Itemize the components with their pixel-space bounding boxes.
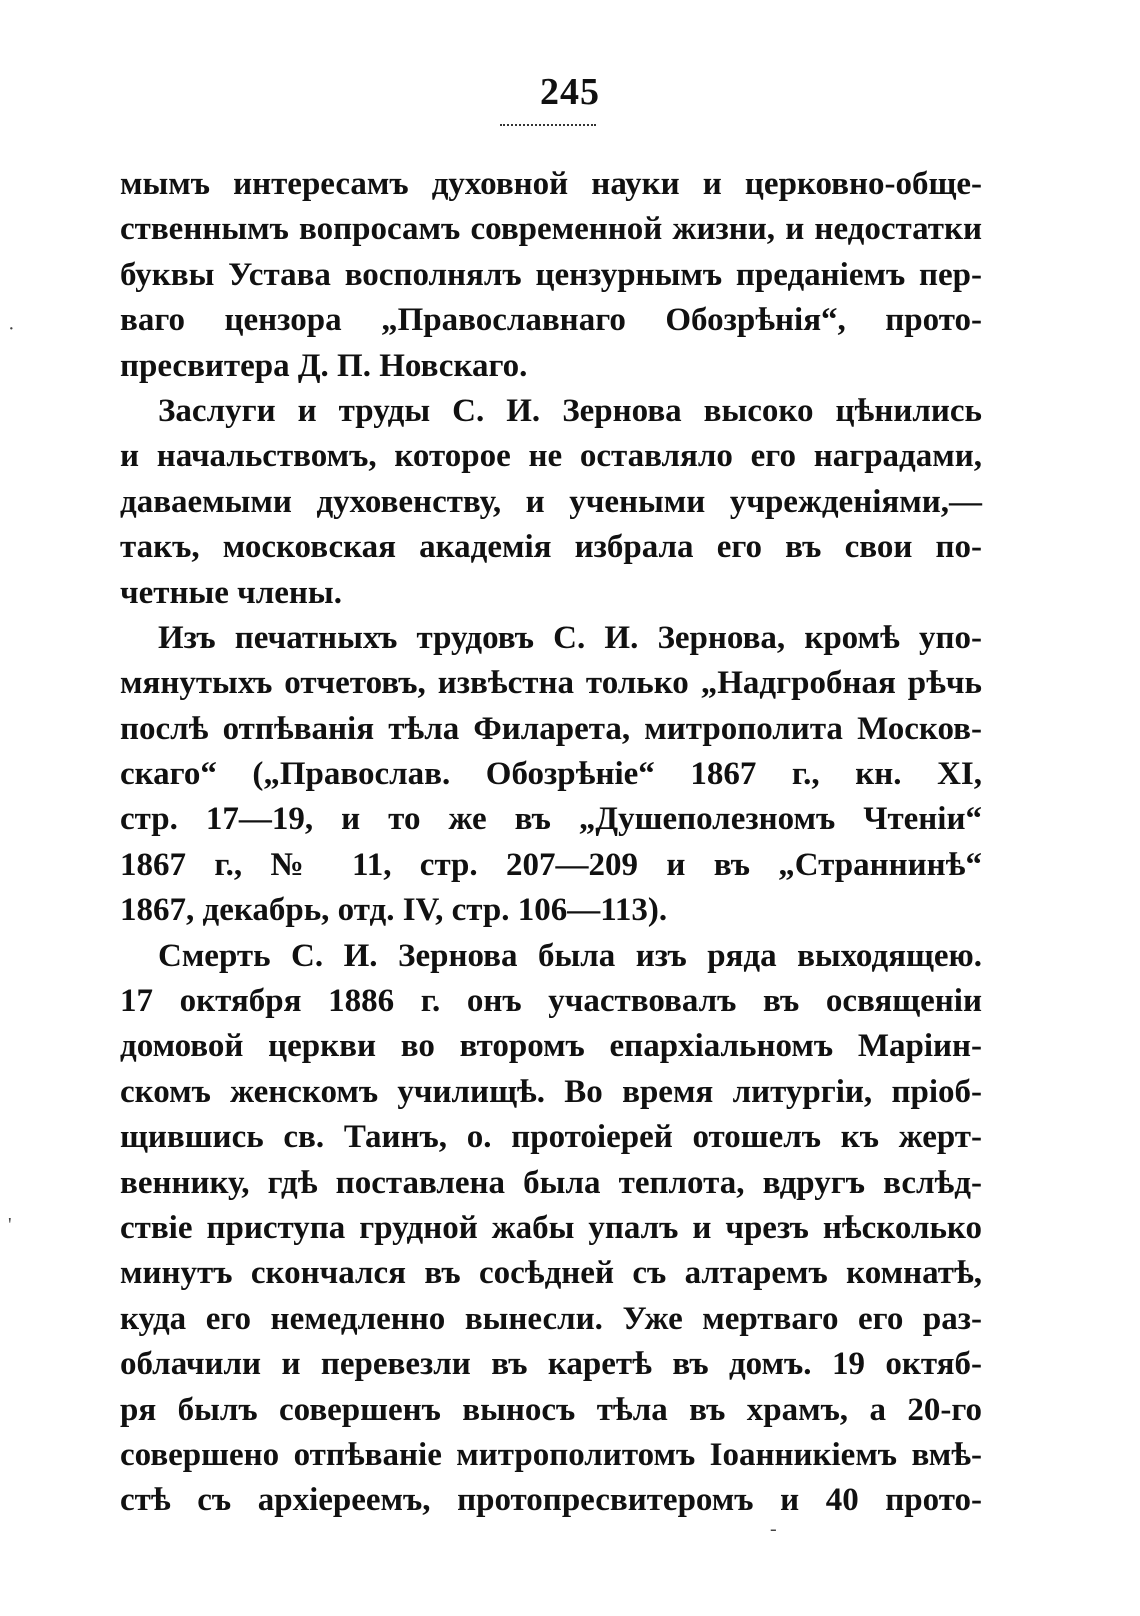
text-line: облачили и перевезли въ каретѣ въ домъ. 19 октяб- [120, 1346, 982, 1383]
text-line: минутъ скончался въ сосѣдней съ алтаремъ комнатѣ, [120, 1255, 982, 1292]
text-line: пресвитера Д. П. Новскаго. [120, 347, 528, 384]
text-line: мянутыхъ отчетовъ, извѣстна только „Надгробная рѣчь [120, 665, 982, 702]
text-line: Смерть С. И. Зернова была изъ ряда выходящею. [158, 937, 982, 974]
text-line: стѣ съ архіереемъ, протопресвитеромъ и 40 прото- [120, 1482, 982, 1519]
text-line: 1867, декабрь, отд. IV, стр. 106—113). [120, 892, 668, 929]
text-line: 17 октября 1886 г. онъ участвовалъ въ освященіи [120, 983, 982, 1020]
text-line: послѣ отпѣванія тѣла Филарета, митрополита Москов- [120, 710, 982, 747]
text-line: веннику, гдѣ поставлена была теплота, вдругъ вслѣд- [120, 1164, 982, 1201]
text-line: ственнымъ вопросамъ современной жизни, и недостатки [120, 211, 982, 248]
text-line: четные члены. [120, 574, 342, 611]
text-line: щившись св. Таинъ, о. протоіерей отошелъ къ жерт- [120, 1119, 982, 1156]
text-line: буквы Устава восполнялъ цензурнымъ преданіемъ пер- [120, 256, 982, 293]
text-line: Изъ печатныхъ трудовъ С. И. Зернова, кромѣ упо- [158, 619, 982, 656]
text-line: даваемыми духовенству, и учеными учрежденіями,— [120, 483, 982, 520]
margin-mark: - [770, 1518, 777, 1540]
text-line: Заслуги и труды С. И. Зернова высоко цѣнились [158, 392, 982, 429]
body-text [120, 162, 982, 1524]
text-line: домовой церкви во второмъ епархіальномъ Маріин- [120, 1028, 982, 1065]
text-line: скомъ женскомъ училищѣ. Во время литургіи, пріоб- [120, 1073, 982, 1110]
page-number-rule [500, 124, 596, 126]
page-number: 245 [540, 71, 600, 113]
text-line: 1867 г., № 11, стр. 207—209 и въ „Страннинѣ“ [120, 846, 982, 883]
text-line: и начальствомъ, которое не оставляло его наградами, [120, 438, 982, 475]
text-line: совершено отпѣваніе митрополитомъ Іоанникіемъ вмѣ- [120, 1436, 982, 1473]
text-line: мымъ интересамъ духовной науки и церковно-обще- [120, 166, 982, 202]
text-line: такъ, московская академія избрала его въ свои по- [120, 529, 982, 566]
text-line: ваго цензора „Православнаго Обозрѣнія“, прото- [120, 302, 982, 339]
margin-mark: · [8, 318, 15, 340]
text-line: ря былъ совершенъ выносъ тѣла въ храмъ, а 20-го [120, 1391, 982, 1428]
margin-mark: ' [8, 1214, 12, 1236]
text-line: скаго“ („Православ. Обозрѣніе“ 1867 г., кн. XI, [120, 756, 982, 793]
text-line: стр. 17—19, и то же въ „Душеполезномъ Чтеніи“ [120, 801, 982, 838]
text-line: ствіе приступа грудной жабы упалъ и чрезъ нѣсколько [120, 1209, 982, 1246]
text-line: куда его немедленно вынесли. Уже мертваго его раз- [120, 1300, 982, 1337]
